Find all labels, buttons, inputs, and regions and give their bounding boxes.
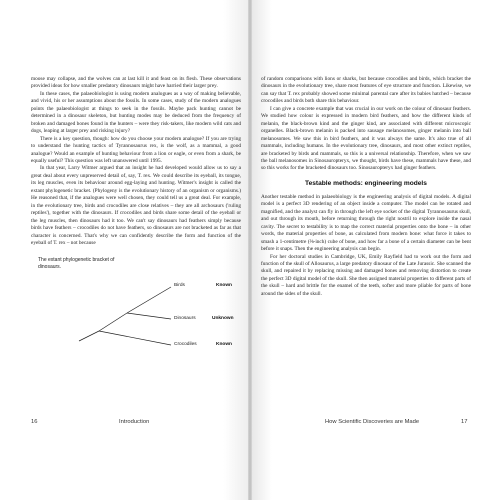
taxon-label-crocodiles: Crocodiles — [174, 342, 197, 348]
phylogenetic-bracket-figure — [31, 249, 241, 359]
cladogram-root-branch — [79, 331, 99, 341]
left-paragraph-4: In that year, Larry Witmer argued that an insight he had developed would allow us to say a great deal about every unpreserved detail of, say, T. rex. We could describe its eyeball, its tongue, its leg muscles, even its behaviour around egg-laying and hunting. Witmer's insight is called the extant phylogenetic bracket. (Phylogeny is the evolutionary history of an organism or organisms.) He reasoned that, if the analogues were well chosen, they could tell us a great deal. For example, in the evolutionary tree, birds and crocodiles are close relatives – they are all archosaurs ('ruling reptiles'), together with the dinosaurs. If crocodiles and birds share some detail of the eyeball or the leg muscles, then dinosaurs had it too. We can't say dinosaurs had feathers simply because birds have feathers – crocodiles do not have feathers, so dinosaurs are not bracketed as far as that character is concerned. That's why we can confidently describe the form and function of the eyeball of T. rex – not because — [31, 165, 241, 246]
left-paragraph-2: In these cases, the palaeobiologist is using modern analogues as a way of making believable, and vivid, his or her assumptions about the fossils. In some cases, study of the modern analogues points the palaeobiologist at things to seek in the fossils. Maybe pack hunting cannot be determined in a dinosaur skeleton, but hunting modes may be deduced from the frequency of broken and damaged bones found in the hunters – were they risk-takers, like modern wild cats and dogs, leaping at larger prey and risking injury? — [31, 90, 241, 135]
taxon-label-birds: Birds — [174, 283, 185, 289]
cladogram-dinosaur-branch — [127, 313, 171, 319]
left-paragraph-3: There is a key question, though: how do you choose your modern analogue? If you are trying to understand the hunting tactics of Tyrannosaurus rex, is the wolf, as a mammal, a good analogue? Would an example of hunting behaviour from a lion or eagle, or even from a shark, be equally useful? This question was left unanswered until 1995. — [31, 135, 241, 164]
left-page — [31, 76, 241, 359]
right-page — [261, 76, 471, 298]
cladogram-crocodile-branch — [99, 331, 171, 345]
figure-caption: The extant phylogenetic bracket of dinosaurs. — [38, 257, 115, 270]
taxon-status-crocodiles: Known — [216, 342, 232, 348]
section-heading: Testable methods: engineering models — [305, 179, 427, 187]
right-paragraph-1: of random comparisons with lions or sharks, but because crocodiles and birds, which bracket the dinosaurs in the evolutionary tree, share most features of eye structure and function. Likewise, we can say that T. rex probably showed some minimal parental care after its babies hatched – because crocodiles and birds both share this behaviour. — [261, 76, 471, 105]
right-running-head: How Scientific Discoveries are Made — [325, 419, 420, 425]
taxon-status-birds: Known — [216, 283, 232, 289]
right-paragraph-3: Another testable method in palaeobiology is the engineering analysis of digital models. A digital model is a perfect 3D rendering of an object inside a computer. The model can be rotated and magnified, and the analyst can fly in through the left eye socket of the digital Tyrannosaurus skull, and out through its mouth, before returning through the right nostril to explore inside the nasal cavity. The secret to testability is to map the correct material properties onto the bone – in other words, the material properties of bone, as calculated from modern bone: what force it takes to smash a 1-centimetre (⅜-inch) cube of bone, and how far a bone of a certain diameter can be bent before it snaps. Then the engineering analysis can begin. — [261, 193, 471, 253]
cladogram-bird-branch — [127, 287, 171, 313]
right-page-footer — [261, 418, 471, 428]
left-paragraph-1: moose may collapse, and the wolves can at last kill it and feast on its flesh. These observations provided ideas for how smaller predatory dinosaurs might have harried their larger prey. — [31, 76, 241, 90]
right-page-number: 17 — [461, 419, 468, 425]
cladogram-inner-branch — [99, 313, 127, 331]
left-page-footer — [31, 418, 241, 428]
taxon-label-dinosaurs: Dinosaurs — [174, 316, 196, 322]
left-page-number: 16 — [31, 419, 38, 425]
right-paragraph-4: For her doctoral studies in Cambridge, UK, Emily Rayfield had to work out the form and function of the skull of Allosaurus, a large predatory dinosaur of the Late Jurassic. She scanned the skull, and repaired it by replacing missing and damaged bones and removing distortion to create the perfect 3D digital model of the skull. She then assigned material properties to different parts of the skull – hard and brittle for the enamel of the teeth, softer and more pliable for parts of bone around the sides of the skull. — [261, 253, 471, 297]
right-paragraph-2: I can give a concrete example that was crucial in our work on the colour of dinosaur feathers. We studied how colour is expressed in modern bird feathers, and how the different kinds of melanin, the black-brown kind and the ginger kind, are associated with different microscopic organelles. Black-brown melanin is packed into sausage melanosomes, ginger melanin into ball melanosomes. We saw this in bird feathers, and it was always the same. It's also true of all mammals, including humans. In the evolutionary tree, dinosaurs, and most other extinct reptiles, are bracketed by birds and mammals, so this is a universal relationship. Therefore, when we saw the ball melanosomes in Sinosauropteryx, we thought, birds have these, mammals have these, and so this works for the bracketed dinosaurs too. Sinosauropteryx had ginger feathers. — [261, 105, 471, 172]
taxon-status-dinosaurs: Unknown — [212, 316, 234, 322]
left-running-head: Introduction — [119, 419, 150, 425]
